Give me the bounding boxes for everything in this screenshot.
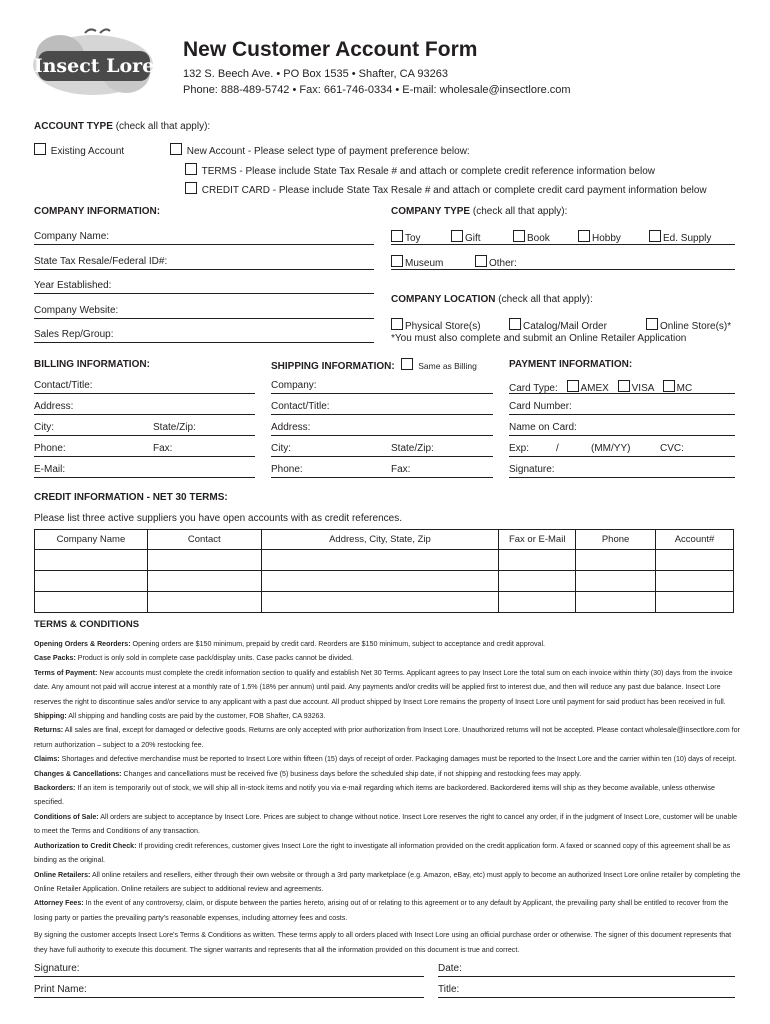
company-type-section [391,206,567,217]
terms-item [34,767,744,781]
type-gift-option[interactable] [451,230,481,244]
type-gift-label: Gift [465,233,481,244]
terms-payment-option[interactable] [185,163,655,177]
billing-address-field[interactable] [34,414,255,415]
location-online-checkbox[interactable] [646,318,658,330]
terms-item-label: Case Packs: [34,654,76,663]
mc-label: MC [676,383,693,394]
company-type-note: (check all that apply): [472,206,568,217]
column-header: Company Name [35,530,148,550]
new-account-option[interactable] [170,143,470,157]
company-website-label: Company Website: [34,305,119,316]
terms-item [34,666,744,709]
terms-item-label: Terms of Payment: [34,668,98,677]
form-title: New Customer Account Form [183,38,478,61]
shipping-company-field[interactable] [271,393,493,394]
terms-item [34,839,744,868]
new-account-label: New Account - Please select type of payment preference below: [186,146,470,157]
print-name-label: Print Name: [34,984,87,995]
shipping-company-label: Company: [271,380,317,391]
terms-item [34,651,744,665]
title-field[interactable] [438,997,735,998]
terms-item-label: Conditions of Sale: [34,812,99,821]
payment-signature-label: Signature: [509,464,555,475]
company-name-field[interactable] [34,244,374,245]
same-as-billing-checkbox[interactable] [401,358,413,370]
column-header: Address, City, State, Zip [261,530,499,550]
amex-label: AMEX [580,383,609,394]
table-cell[interactable] [35,571,148,592]
new-account-checkbox[interactable] [170,143,182,155]
type-ed-supply-option[interactable] [649,230,711,244]
column-header: Contact [147,530,261,550]
billing-fax-label: Fax: [153,443,173,454]
type-other-label: Other: [489,258,517,269]
shipping-heading: SHIPPING INFORMATION: [271,361,395,372]
billing-contact-field[interactable] [34,393,255,394]
terms-payment-checkbox[interactable] [185,163,197,175]
exp-format-hint: (MM/YY) [591,443,631,454]
type-toy-option[interactable] [391,230,421,244]
terms-item [34,709,744,723]
location-physical-label: Physical Store(s) [405,321,481,332]
terms-item-label: Changes & Cancellations: [34,769,122,778]
company-address: 132 S. Beech Ave. • PO Box 1535 • Shafter, CA 93263 [183,68,448,80]
payment-heading: PAYMENT INFORMATION: [509,359,633,370]
shipping-address-field[interactable] [271,435,493,436]
type-book-label: Book [527,233,550,244]
account-type-section [34,121,210,132]
table-cell[interactable] [656,550,734,571]
table-cell[interactable] [147,571,261,592]
terms-item-text: All online retailers and resellers, either through their own website or through a 3rd party marketplace (e.g. Amazon, eBay, etc) must apply to become an authorized Insect Lore online retailer by completing the Online Retailer Application. Online retailers are subject to additional review and agreements. [34,870,741,893]
type-hobby-option[interactable] [578,230,621,244]
account-type-note: (check all that apply): [115,121,211,132]
terms-item [34,723,744,752]
column-header: Fax or E-Mail [499,530,576,550]
date-field[interactable] [438,976,735,977]
table-row [35,592,734,613]
terms-item-label: Opening Orders & Reorders: [34,640,131,648]
terms-item [34,810,744,839]
table-cell[interactable] [147,550,261,571]
terms-item [34,752,744,766]
terms-item-text: If an item is temporarily out of stock, we will ship all in-stock items and notify you via e-mail regarding which items are backordered. Backordered items will ship as they become available, unless otherwise specified. [34,784,715,807]
table-cell[interactable] [656,571,734,592]
terms-heading: TERMS & CONDITIONS [34,619,140,630]
payment-signature-field[interactable] [509,477,735,478]
terms-item-text: Changes and cancellations must be received five (5) business days before the scheduled ship date, if not shipping and restocking fees may apply. [121,769,582,778]
company-location-heading: COMPANY LOCATION [391,294,496,305]
terms-item-text: Product is only sold in complete case pack/display units. Case packs cannot be divided. [75,654,354,663]
terms-item-text: All shipping and handling costs are paid by the customer, FOB Shafter, CA 93263. [66,712,326,721]
shipping-phone-label: Phone: [271,464,303,475]
terms-item-label: Backorders: [34,784,76,793]
tax-id-label: State Tax Resale/Federal ID#: [34,256,168,267]
same-as-billing-label: Same as Billing [418,361,477,371]
amex-checkbox[interactable] [567,380,579,392]
billing-phone-label: Phone: [34,443,66,454]
existing-account-checkbox[interactable] [34,143,46,155]
company-location-note: (check all that apply): [498,294,593,305]
type-other-field[interactable] [391,269,735,270]
shipping-phone-field[interactable] [271,477,493,478]
company-website-field[interactable] [34,318,374,319]
company-location-section [391,294,593,305]
table-cell[interactable] [35,592,148,613]
terms-item-label: Claims: [34,755,60,764]
date-label: Date: [438,963,462,974]
shipping-state-zip-label: State/Zip: [391,443,434,454]
type-ed-supply-checkbox[interactable] [649,230,661,242]
type-book-option[interactable] [513,230,550,244]
billing-heading: BILLING INFORMATION: [34,359,150,370]
credit-instruction: Please list three active suppliers you have open accounts with as credit references. [34,513,402,524]
terms-item [34,896,744,925]
print-name-field[interactable] [34,997,424,998]
terms-item [34,637,744,651]
billing-email-field[interactable] [34,477,255,478]
name-on-card-label: Name on Card: [509,422,577,433]
shipping-heading-row [271,358,477,372]
credit-table-header [35,530,734,550]
existing-account-label: Existing Account [50,146,125,157]
terms-item-label: Authorization to Credit Check: [34,841,137,850]
table-cell[interactable] [499,550,576,571]
terms-item-label: Shipping: [34,712,67,721]
type-other-checkbox[interactable] [475,255,487,267]
year-established-field[interactable] [34,293,374,294]
type-toy-checkbox[interactable] [391,230,403,242]
terms-item [34,868,744,897]
table-row [35,571,734,592]
table-cell[interactable] [261,550,499,571]
visa-checkbox[interactable] [618,380,630,392]
location-physical-option[interactable] [391,318,481,332]
exp-cvc-field[interactable] [509,456,735,457]
card-type-row [509,380,692,394]
credit-card-payment-option[interactable] [185,182,707,196]
location-online-label: Online Store(s)* [660,321,732,332]
type-museum-label: Museum [405,258,444,269]
terms-item-text: New accounts must complete the credit information section to qualify and establish Net 30 Terms. Applicant agrees to pay Insect Lore the total sum on each invoice within thirty (30) days from the invoice date. Any amount not paid will accrue interest at a monthly rate of 1.5% (18% per annum) until paid. Any payments and/or credits will be applied first to interest due, and then will reduce any past due balance. Insect Lore reserves the right to discontinue sales and/or service to any applicant with a past due account. All product shipped by Insect Lore remains the property of Insect Lore until payment for said product has been received in full. [34,668,733,706]
column-header: Phone [576,530,656,550]
online-retailer-footnote: *You must also complete and submit an Online Retailer Application [391,333,687,344]
terms-closing: By signing the customer accepts Insect Lore's Terms & Conditions as written. These terms apply to all orders placed with Insect Lore using an official purchase order or otherwise. The signer of this document represents that they have full authority to execute this document. The signer warrants and represents that all the information provided on this document is true and correct. [34,931,732,954]
shipping-address-label: Address: [271,422,311,433]
terms-body [34,637,744,957]
terms-item-text: All sales are final, except for damaged or defective goods. Returns are only accepted with prior authorization from Insect Lore. Unauthorized returns will not be accepted. Please contact wholesale@insectlore.com for return authorization – subject to a 20% restocking fee. [34,726,740,749]
table-cell[interactable] [261,592,499,613]
mc-checkbox[interactable] [663,380,675,392]
type-hobby-checkbox[interactable] [578,230,590,242]
sales-rep-label: Sales Rep/Group: [34,329,114,340]
column-header: Account# [656,530,734,550]
terms-item-label: Returns: [34,726,64,735]
card-number-field[interactable] [509,414,735,415]
insect-lore-logo [30,25,156,105]
type-toy-label: Toy [405,233,421,244]
exp-slash: / [556,443,559,454]
credit-card-payment-checkbox[interactable] [185,182,197,194]
existing-account-option[interactable] [34,143,124,157]
table-cell[interactable] [499,592,576,613]
credit-info-heading: CREDIT INFORMATION - NET 30 TERMS: [34,492,228,503]
table-cell[interactable] [147,592,261,613]
account-type-heading: ACCOUNT TYPE [34,121,113,132]
card-number-label: Card Number: [509,401,572,412]
company-info-heading: COMPANY INFORMATION: [34,206,161,217]
credit-card-payment-label: CREDIT CARD - Please include State Tax Resale # and attach or complete credit card payment information below [201,185,707,196]
terms-item-text: Opening orders are $150 minimum, prepaid by credit card. Reorders are $150 minimum, subject to acceptance and credit approval. [130,640,545,648]
card-type-rule [509,393,735,394]
terms-payment-label: TERMS - Please include State Tax Resale # and attach or complete credit reference information below [201,166,655,177]
cvc-label: CVC: [660,443,684,454]
type-other-option[interactable] [475,255,517,269]
company-name-label: Company Name: [34,231,110,242]
title-label: Title: [438,984,460,995]
location-online-option[interactable] [646,318,731,332]
sales-rep-field[interactable] [34,342,374,343]
shipping-city-field[interactable] [271,456,493,457]
type-hobby-label: Hobby [592,233,621,244]
table-cell[interactable] [576,550,656,571]
table-cell[interactable] [499,571,576,592]
terms-item-text: In the event of any controversy, claim, or dispute between the parties hereto, arising out of or relating to this agreement or to any default by Applicant, the prevailing party shall be entitled to recover from the losing party or parties the prevailing party's reasonable expenses, including attorney fees and costs. [34,899,729,922]
location-catalog-option[interactable] [509,318,607,332]
table-cell[interactable] [261,571,499,592]
shipping-contact-field[interactable] [271,414,493,415]
type-ed-supply-label: Ed. Supply [663,233,712,244]
signature-label: Signature: [34,963,80,974]
table-cell[interactable] [576,592,656,613]
location-catalog-label: Catalog/Mail Order [523,321,607,332]
location-catalog-checkbox[interactable] [509,318,521,330]
company-type-row-rule [391,244,735,245]
year-established-label: Year Established: [34,280,112,291]
terms-item [34,781,744,810]
shipping-contact-label: Contact/Title: [271,401,330,412]
company-contact: Phone: 888-489-5742 • Fax: 661-746-0334 • E-mail: wholesale@insectlore.com [183,84,571,96]
billing-email-label: E-Mail: [34,464,66,475]
type-book-checkbox[interactable] [513,230,525,242]
exp-label: Exp: [509,443,530,454]
billing-contact-label: Contact/Title: [34,380,93,391]
visa-label: VISA [631,383,654,394]
terms-item-text: If providing credit references, customer gives Insect Lore the right to investigate all information provided on the credit application form. A faxed or scanned copy of this agreement shall be as binding as the original. [34,841,731,865]
company-type-heading: COMPANY TYPE [391,206,471,217]
table-cell[interactable] [35,550,148,571]
billing-address-label: Address: [34,401,74,412]
signature-field[interactable] [34,976,424,977]
name-on-card-field[interactable] [509,435,735,436]
billing-phone-field[interactable] [34,456,255,457]
type-museum-option[interactable] [391,255,443,269]
shipping-city-label: City: [271,443,291,454]
table-row [35,550,734,571]
terms-item-label: Online Retailers: [34,870,91,879]
billing-state-zip-label: State/Zip: [153,422,196,433]
table-cell[interactable] [576,571,656,592]
shipping-fax-label: Fax: [391,464,411,475]
table-cell[interactable] [656,592,734,613]
type-museum-checkbox[interactable] [391,255,403,267]
billing-city-label: City: [34,422,54,433]
terms-item-text: Shortages and defective merchandise must be reported to Insect Lore within fifteen (15) days of receipt of order. Packaging damages must be reported to the Insect Lore and the carrier within ten (10) days of receipt. [59,755,737,764]
terms-item-label: Attorney Fees: [34,899,84,908]
terms-item-text: All orders are subject to acceptance by Insect Lore. Prices are subject to change without notice. Insect Lore reserves the right to cancel any order, if in the judgment of Insect Lore, customer will be unable to meet the Terms and Conditions of any transaction. [34,812,738,836]
location-physical-checkbox[interactable] [391,318,403,330]
card-type-label: Card Type: [509,383,558,394]
type-gift-checkbox[interactable] [451,230,463,242]
svg-text:Insect Lore: Insect Lore [33,55,155,77]
credit-reference-table [34,529,734,613]
billing-city-field[interactable] [34,435,255,436]
tax-id-field[interactable] [34,269,374,270]
